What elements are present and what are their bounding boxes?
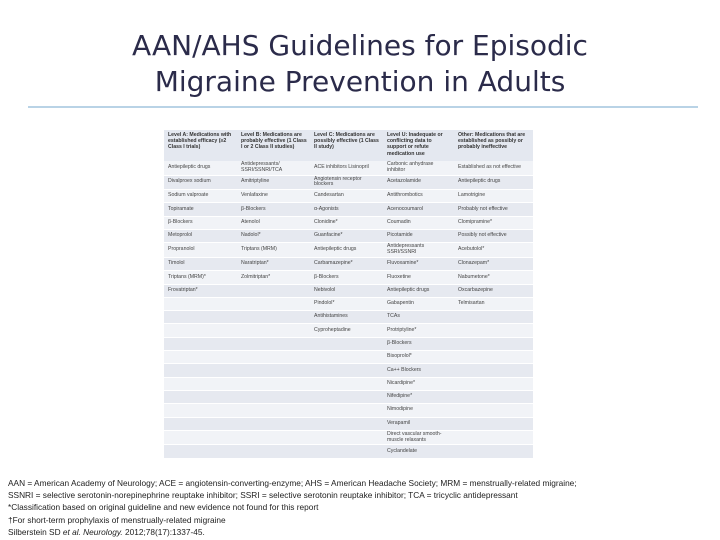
table-cell: Pindolol*: [310, 297, 383, 310]
table-cell: Divalproex sodium: [164, 175, 237, 190]
table-cell: [237, 297, 310, 310]
table-cell: Triptans (MRM): [237, 243, 310, 258]
table-cell: [310, 351, 383, 364]
table-cell: Acenocoumarol: [383, 203, 454, 216]
table-cell: Clomipramine*: [454, 216, 533, 229]
table-cell: Clonidine*: [310, 216, 383, 229]
table-cell: [237, 351, 310, 364]
table-cell: [310, 390, 383, 403]
citation: [8, 526, 720, 538]
table-cell: [454, 417, 533, 430]
table-cell: [164, 430, 237, 445]
table-cell: Established as not effective: [454, 161, 533, 175]
table-cell: [310, 377, 383, 390]
table-cell: Candesartan: [310, 190, 383, 203]
title-divider: [28, 106, 698, 108]
table-cell: Probably not effective: [454, 203, 533, 216]
slide-title-line-1: AAN/AHS Guidelines for Episodic: [132, 29, 588, 62]
table-cell: [164, 417, 237, 430]
table-cell: α-Agonists: [310, 203, 383, 216]
guideline-table-container: [164, 130, 533, 474]
table-cell: TCAs: [383, 311, 454, 324]
table-cell: [310, 430, 383, 445]
table-cell: [164, 324, 237, 337]
table-cell: [454, 337, 533, 350]
table-cell: Antihistamines: [310, 311, 383, 324]
table-cell: [164, 377, 237, 390]
table-row: [164, 175, 533, 190]
table-cell: Zolmitriptan*: [237, 271, 310, 284]
table-cell: [454, 364, 533, 377]
footnote-abbrev-1: AAN = American Academy of Neurology; ACE = angiotensin-converting-enzyme; AHS = American Headache Society; MRM = menstrually-related migraine;: [8, 478, 577, 488]
table-cell: Topiramate: [164, 203, 237, 216]
slide-title-line-2: Migraine Prevention in Adults: [154, 65, 566, 98]
table-cell: [237, 404, 310, 417]
table-cell: β-Blockers: [310, 271, 383, 284]
guideline-table: [164, 130, 533, 459]
table-cell: Antiepileptic drugs: [454, 175, 533, 190]
table-cell: Nicardipine*: [383, 377, 454, 390]
table-cell: [237, 284, 310, 297]
table-row: [164, 161, 533, 175]
table-cell: [164, 404, 237, 417]
table-row: [164, 243, 533, 258]
header-other: Other: Medications that are established as possibly or probably ineffective: [454, 130, 533, 161]
table-cell: Acetazolamide: [383, 175, 454, 190]
table-cell: [237, 311, 310, 324]
table-cell: Nadolol*: [237, 230, 310, 243]
table-header-row: [164, 130, 533, 161]
table-cell: Coumadin: [383, 216, 454, 229]
table-cell: Clonazepam*: [454, 257, 533, 270]
table-cell: Amitriptyline: [237, 175, 310, 190]
citation-journal: et al. Neurology.: [62, 526, 123, 537]
table-cell: [164, 445, 237, 458]
table-row: [164, 377, 533, 390]
table-row: [164, 390, 533, 403]
table-row: [164, 257, 533, 270]
table-cell: [237, 445, 310, 458]
table-cell: Metoprolol: [164, 230, 237, 243]
table-cell: [454, 324, 533, 337]
table-row: [164, 190, 533, 203]
table-cell: β-Blockers: [237, 203, 310, 216]
table-cell: [454, 377, 533, 390]
table-cell: Fluoxetine: [383, 271, 454, 284]
table-cell: [237, 364, 310, 377]
table-cell: Timolol: [164, 257, 237, 270]
table-cell: [164, 311, 237, 324]
table-cell: [454, 445, 533, 458]
footnote-classification: *Classification based on original guideline and new evidence not found for this report: [8, 502, 319, 513]
table-cell: β-Blockers: [164, 216, 237, 229]
table-cell: β-Blockers: [383, 337, 454, 350]
table-cell: Nabumetone*: [454, 271, 533, 284]
table-cell: Antiepileptic drugs: [164, 161, 237, 175]
table-row: [164, 430, 533, 445]
table-row: [164, 284, 533, 297]
table-cell: Bisoprolol*: [383, 351, 454, 364]
table-row: [164, 311, 533, 324]
table-cell: Sodium valproate: [164, 190, 237, 203]
table-cell: ACE inhibitors Lisinopril: [310, 161, 383, 175]
table-cell: Angiotensin receptor blockers: [310, 175, 383, 190]
table-row: [164, 297, 533, 310]
citation-authors: Silberstein SD: [8, 526, 63, 537]
table-cell: Antithrombotics: [383, 190, 454, 203]
header-level-a: Level A: Medications with established efficacy (≥2 Class I trials): [164, 130, 237, 161]
table-cell: Cyproheptadine: [310, 324, 383, 337]
table-row: [164, 324, 533, 337]
slide-title: [0, 28, 720, 100]
table-cell: [237, 390, 310, 403]
table-cell: [237, 377, 310, 390]
header-level-u: Level U: Inadequate or conflicting data to support or refute medication use: [383, 130, 454, 161]
table-cell: Oxcarbazepine: [454, 284, 533, 297]
table-cell: [164, 390, 237, 403]
table-cell: Acebutolol*: [454, 243, 533, 258]
table-cell: [164, 337, 237, 350]
table-cell: Telmisartan: [454, 297, 533, 310]
table-cell: Antidepressants/ SSRI/SSNRI/TCA: [237, 161, 310, 175]
table-row: [164, 445, 533, 458]
table-cell: Carbamazepine*: [310, 257, 383, 270]
table-cell: [454, 311, 533, 324]
table-cell: [310, 364, 383, 377]
table-cell: Fluvoxamine*: [383, 257, 454, 270]
table-cell: Cyclandelate: [383, 445, 454, 458]
table-cell: Guanfacine*: [310, 230, 383, 243]
table-cell: [454, 430, 533, 445]
table-cell: Possibly not effective: [454, 230, 533, 243]
table-cell: Nebivolol: [310, 284, 383, 297]
table-row: [164, 216, 533, 229]
table-cell: [454, 390, 533, 403]
table-cell: Protriptyline*: [383, 324, 454, 337]
table-cell: [237, 337, 310, 350]
table-cell: Antiepileptic drugs: [310, 243, 383, 258]
table-cell: [237, 430, 310, 445]
table-row: [164, 364, 533, 377]
table-cell: [164, 297, 237, 310]
table-cell: [310, 337, 383, 350]
footnote-short-term: †For short-term prophylaxis of menstrually-related migraine: [8, 514, 226, 525]
table-cell: Propranolol: [164, 243, 237, 258]
table-body: [164, 161, 533, 458]
table-cell: Triptans (MRM)*: [164, 271, 237, 284]
table-row: [164, 351, 533, 364]
table-cell: [454, 351, 533, 364]
table-cell: Nifedipine*: [383, 390, 454, 403]
table-cell: Antiepileptic drugs: [383, 284, 454, 297]
table-cell: Carbonic anhydrase inhibitor: [383, 161, 454, 175]
table-cell: Verapamil: [383, 417, 454, 430]
table-cell: [310, 445, 383, 458]
table-cell: Lamotrigine: [454, 190, 533, 203]
table-cell: Picotamide: [383, 230, 454, 243]
footnotes: [8, 477, 720, 538]
table-row: [164, 203, 533, 216]
table-cell: Venlafaxine: [237, 190, 310, 203]
table-row: [164, 337, 533, 350]
table-cell: [237, 324, 310, 337]
table-cell: Nimodipine: [383, 404, 454, 417]
table-row: [164, 271, 533, 284]
table-cell: Atenolol: [237, 216, 310, 229]
citation-ref: 2012;78(17):1337-45.: [122, 526, 205, 537]
table-cell: [454, 404, 533, 417]
table-cell: [164, 351, 237, 364]
table-cell: Gabapentin: [383, 297, 454, 310]
footnote-abbrev-2: SSNRI = selective serotonin-norepinephrine reuptake inhibitor; SSRI = selective serotonin reuptake inhibitor; TCA = tricyclic antidepressant: [8, 490, 518, 501]
table-row: [164, 404, 533, 417]
table-row: [164, 230, 533, 243]
table-cell: Naratriptan*: [237, 257, 310, 270]
table-cell: Ca++ Blockers: [383, 364, 454, 377]
table-cell: Direct vascular smooth-muscle relaxants: [383, 430, 454, 445]
table-cell: [310, 404, 383, 417]
header-level-b: Level B: Medications are probably effective (1 Class I or 2 Class II studies): [237, 130, 310, 161]
table-row: [164, 417, 533, 430]
table-cell: [164, 364, 237, 377]
table-cell: [237, 417, 310, 430]
header-level-c: Level C: Medications are possibly effective (1 Class II study): [310, 130, 383, 161]
table-cell: [310, 417, 383, 430]
table-cell: Frovatriptan*: [164, 284, 237, 297]
table-cell: Antidepressants SSRI/SSNRI: [383, 243, 454, 258]
